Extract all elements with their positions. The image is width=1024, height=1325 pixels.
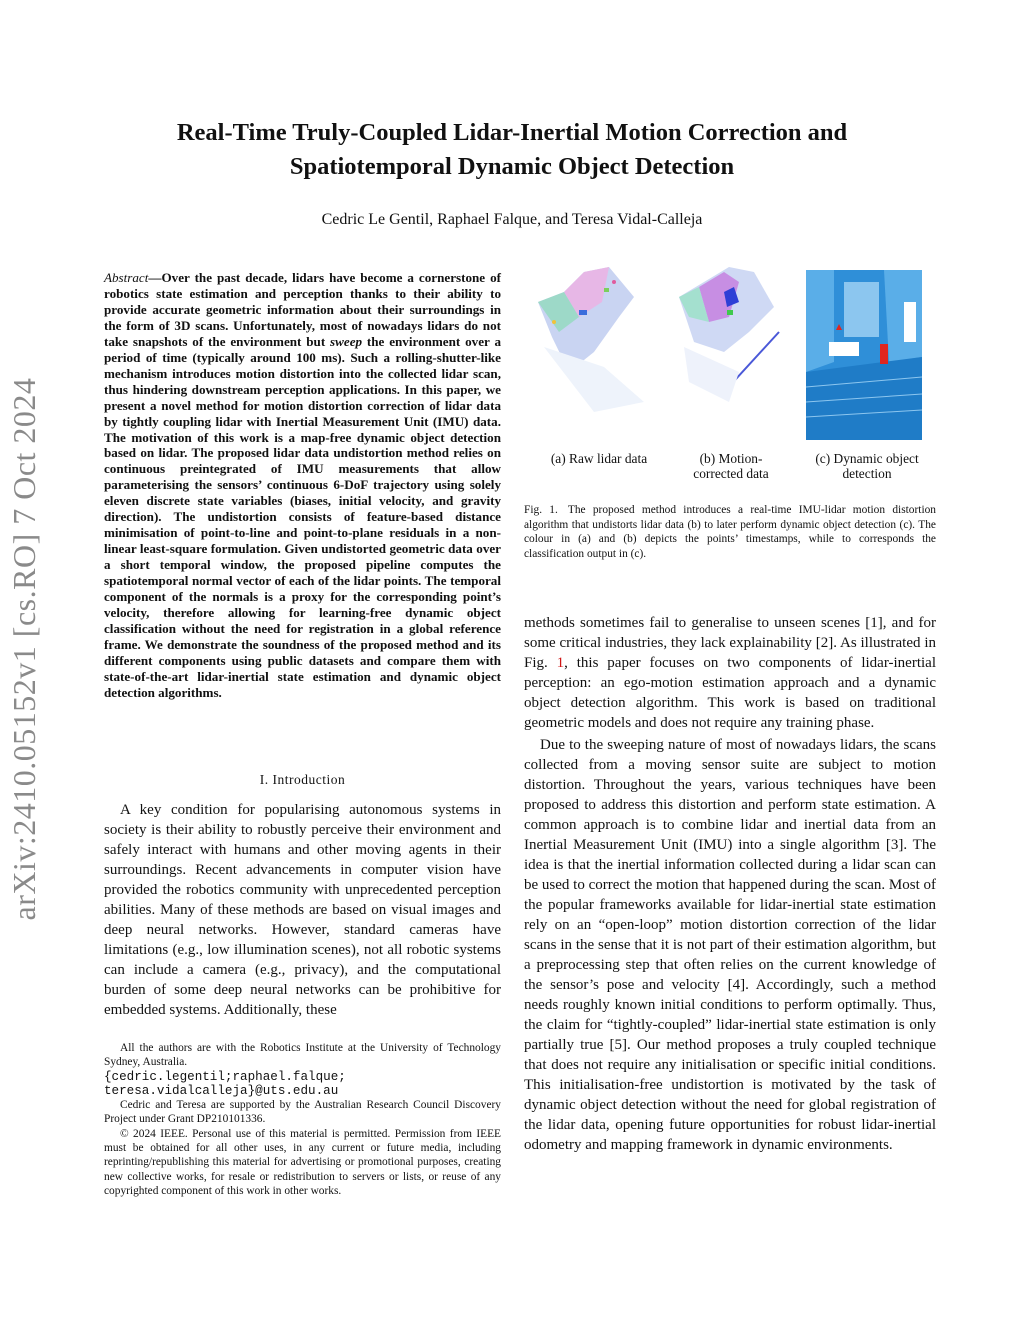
figure-caption [524,503,936,561]
body-para-1 [524,613,936,733]
footnote-emails: {cedric.legentil;raphael.falque; teresa.vidalcalleja}@uts.edu.au [104,1069,346,1098]
figure-panel-motion-corrected [669,262,799,442]
abstract-text-a: Over the past decade, lidars have become a cornerstone of robotics state estimation and perception thanks to their ability to provide accurate geometric information about their surroundings in the form of 3D scans. Unfortunately, most of nowadays lidars do not take snapshots of the environment but [104,270,501,349]
intro-paragraph [104,800,501,1020]
title-line-2: Spatiotemporal Dynamic Object Detection [289,153,735,180]
intro-para-1: A key condition for popularising autonomous systems in society is their ability to robustly perceive their environment and safely interact with humans and other moving agents in their surroundings. Recent advancements in computer vision have provided the robotics community with unprecedented perception abilities. Many of these methods are based on visual images and deep neural networks. However, standard cameras have limitations (e.g., low illumination scenes), not all robotic systems can include a camera (e.g., privacy), and the computational burden of some deep neural networks can be prohibitive for embedded systems. Additionally, these [104,802,501,1018]
subcaption-b: (b) Motion-corrected data [693,451,769,481]
author-list: Cedric Le Gentil, Raphael Falque, and Teresa Vidal-Calleja [321,211,703,228]
figure-panel-raw-lidar [524,262,664,442]
abstract-emphasis: sweep [330,333,363,349]
right-column-body [524,613,936,1155]
section-heading-introduction: I. Introduction [259,772,346,787]
abstract-text-b: the environment over a period of time (typically around 100 ms). Such a rolling-shutter-like mechanism introduces motion distortion into the collected lidar scan, thus hindering downstream perception applications. In this paper, we present a novel method for motion distortion correction of lidar data by tightly coupling lidar with Inertial Measurement Unit (IMU) data. The motivation of this work is a map-free dynamic object detection based on lidar. The proposed lidar data undistortion method relies on continuous preintegrated of IMU measurements that allow parameterising the sensors’ continuous 6-DoF trajectory using solely eleven discrete state variables (biases, initial velocity, and gravity direction). The undistortion consists of feature-based distance minimisation of point-to-line and point-to-plane residuals in a non-linear least-square formulation. Given undistorted geometric data over a short temporal window, the proposed pipeline computes the spatiotemporal normal vector of each of the lidar points. The temporal component of the normals is a proxy for the corresponding point’s velocity, therefore allowing for learning-free dynamic object classification without the need for registration in a global reference frame. We demonstrate the soundness of the proposed method and its different components using public datasets and compare them with state-of-the-art lidar-inertial state estimation and dynamic object detection algorithms. [104,333,501,700]
abstract: Abstract—Over the past decade, lidars have become a cornerstone of robotics state estimation and perception thanks to their ability to provide accurate geometric information about their surroundings in the form of 3D scans. Unfortunately, most of nowadays lidars do not take snapshots of the environment but sweep the environment over a period of time (typically around 100 ms). Such a rolling-shutter-like mechanism introduces motion distortion into the collected lidar scan, thus hindering downstream perception applications. In this paper, we present a novel method for motion distortion correction of lidar data by tightly coupling lidar with Inertial Measurement Unit (IMU) data. The motivation of this work is a map-free dynamic object detection based on lidar. The proposed lidar data undistortion method relies on continuous preintegrated of IMU measurements that allow parameterising the sensors’ continuous 6-DoF trajectory using solely eleven discrete state variables (biases, initial velocity, and gravity direction). The undistortion consists of feature-based distance minimisation of point-to-line and point-to-plane residuals in a non-linear least-square formulation. Given undistorted geometric data over a short temporal window, the proposed pipeline computes the spatiotemporal normal vector of each of the lidar points. The temporal component of the normals is a proxy for the corresponding point’s velocity, therefore allowing for learning-free dynamic object classification without the need for registration in a global reference frame. We demonstrate the soundness of the proposed method and its different components using public datasets and compare them with state-of-the-art lidar-inertial state estimation and dynamic object detection algorithms. [104,270,501,700]
arxiv-stamp: arXiv:2410.05152v1 [cs.RO] 7 Oct 2024 [6,377,42,921]
figure-reference-link[interactable]: 1 [556,655,565,671]
footnote-affiliation: All the authors are with the Robotics Institute at the University of Technology Sydney, Australia. [104,1042,501,1069]
body-para-2: Due to the sweeping nature of most of nowadays lidars, the scans collected from a moving sensor suite are subject to motion distortion. Throughout the years, various techniques have been proposed to address this distortion and perform state estimation. A common approach is to combine lidar and inertial data from an Inertial Measurement Unit (IMU) into a single algorithm [3]. The idea is that the inertial information collected during a lidar scan can be used to correct the motion that happened during the scan. Most of the popular frameworks available for lidar-inertial state estimation rely on an “open-loop” motion distortion correction of the lidar scans in the sense that it is not part of their estimation algorithm, but a preprocessing step that often relies on the current knowledge of the sensor’s pose and velocity [4]. Accordingly, such a method needs roughly known initial conditions to perform optimally. Thus, the claim for “tightly-coupled” lidar-inertial state estimation is only partially true [5]. Our method proposes a truly coupled technique that does not require any initialisation or specific initial conditions. This initialisation-free undistortion is motivated by the task of dynamic object detection without the need for global registration of the lidar data, opening future opportunities for robust lidar-inertial odometry and mapping framework in dynamic environments. [524,737,936,1153]
body-para-1-a: methods sometimes fail to generalise to unseen scenes [1], and for some critical industries, they lack explainability [2]. As illustrated in Fig. [524,615,936,671]
subcaption-a: (a) Raw lidar data [550,451,648,466]
body-para-1-b: , this paper focuses on two components of lidar-inertial perception: an ego-motion estimation approach and a dynamic object detection algorithm. This work is based on traditional geometric models and does not require any training phase. [524,655,936,731]
figure-panel-dynamic-detection [804,262,924,442]
footnote-copyright: © 2024 IEEE. Personal use of this material is permitted. Permission from IEEE must be obtained for all other uses, in any current or future media, including reprinting/republishing this material for advertising or promotional purposes, creating new collective works, for resale or redistribution to servers or lists, or reuse of any copyrighted component of this work in other works. [104,1127,501,1197]
figure-label: Fig. 1. [524,504,558,516]
figure-caption-text: The proposed method introduces a real-time IMU-lidar motion distortion algorithm that undistorts lidar data (b) to later perform dynamic object detection (c). The colour in (a) and (b) depicts the points’ timestamps, while to corresponds the classification output in (c). [524,504,937,560]
title-line-1: Real-Time Truly-Coupled Lidar-Inertial Motion Correction and [176,119,848,146]
abstract-label: Abstract [104,270,149,285]
figure-1 [524,262,936,482]
subcaption-c: (c) Dynamic object detection [815,451,919,481]
footnote-funding: Cedric and Teresa are supported by the Australian Research Council Discovery Project under Grant DP210101336. [104,1099,501,1126]
footnotes [104,1041,501,1198]
paper-title [0,116,1024,184]
